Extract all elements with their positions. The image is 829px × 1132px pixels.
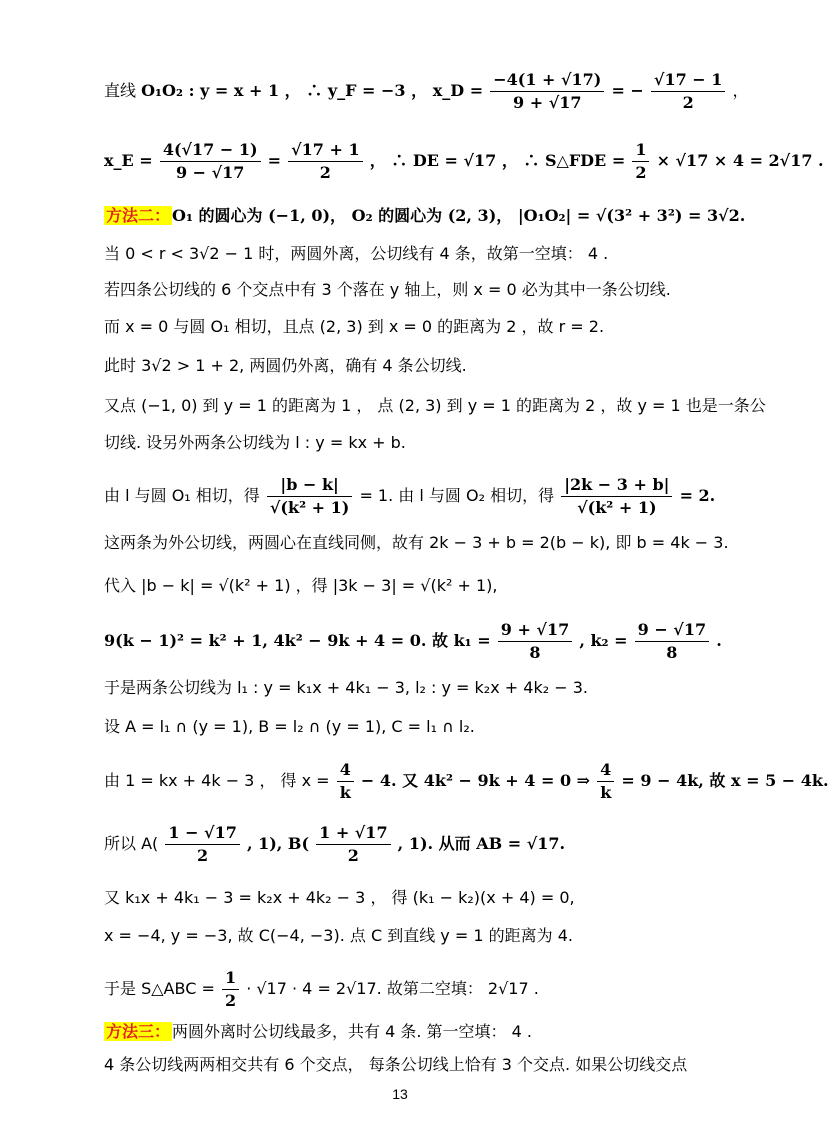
line-18: 又 k₁x + 4k₁ − 3 = k₂x + 4k₂ − 3 ， 得 (k₁ − k₂)(x + 4) = 0, (104, 888, 575, 907)
method-three-label: 方法三： (106, 1022, 171, 1041)
line-1: 直线 O₁O₂ : y = x + 1 ， ∴ y_F = −3 ， x_D = $\frac{-4(1 + √17)}{9 + √17}$ = − $\frac{√17 - 1}{2}$ ， (104, 70, 749, 112)
line-12: 代入 |b − k| = √(k² + 1) ，得 |3k − 3| = √(k² + 1), (104, 576, 498, 595)
line-3: 方法二： O₁ 的圆心为 (−1, 0)， O₂ 的圆心为 (2, 3)， |O₁O₂| = √(3² + 3²) = 3√2. (106, 206, 746, 225)
line-4: 当 0 < r < 3√2 − 1 时，两圆外离，公切线有 4 条，故第一空填： 4 . (104, 244, 609, 263)
line-16: 由 1 = kx + 4k − 3 ， 得 x = $\frac{4}{k}$ − 4. 又 4k² − 9k + 4 = 0 ⇒ $\frac{4}{k}$ = 9 − 4k, 故 x = 5 − 4k. (104, 760, 829, 802)
line-9: 切线. 设另外两条公切线为 l : y = kx + b. (104, 433, 406, 452)
line-19: x = −4, y = −3, 故 C(−4, −3). 点 C 到直线 y = 1 的距离为 4. (104, 926, 573, 945)
line-6: 而 x = 0 与圆 O₁ 相切，且点 (2, 3) 到 x = 0 的距离为 2 ，故 r = 2. (104, 317, 605, 336)
line-22: 4 条公切线两两相交共有 6 个交点， 每条公切线上恰有 3 个交点. 如果公切线交点 (104, 1055, 688, 1074)
line-11: 这两条为外公切线，两圆心在直线同侧，故有 2k − 3 + b = 2(b − k), 即 b = 4k − 3. (104, 533, 729, 552)
line-21: 方法三： 两圆外离时公切线最多，共有 4 条. 第一空填： 4 . (106, 1022, 532, 1041)
line-17: 所以 A( $\frac{1 - √17}{2}$ , 1), B( $\frac{1 + √17}{2}$ , 1). 从而 AB = √17. (104, 823, 566, 865)
line-2: x_E = $\frac{4(√17 - 1)}{9 - √17}$ = $\frac{√17 + 1}{2}$ ， ∴ DE = √17 ， ∴ S△FDE = $\frac{1}{2}$ × √17 × 4 = 2√17 . (104, 140, 824, 182)
line-13: 9(k − 1)² = k² + 1, 4k² − 9k + 4 = 0. 故 k₁ = $\frac{9 + √17}{8}$ , k₂ = $\frac{9 - √17}{8}$ . (104, 620, 722, 662)
line-5: 若四条公切线的 6 个交点中有 3 个落在 y 轴上，则 x = 0 必为其中一条公切线. (104, 280, 671, 299)
page-number: 13 (392, 1086, 408, 1102)
line-10: 由 l 与圆 O₁ 相切，得 $\frac{|b - k|}{\text{√(k² + 1)}}$ = 1. 由 l 与圆 O₂ 相切，得 $\frac{|2k - 3 + b|}{\text{√(k² + 1)}}$ = 2. (104, 475, 716, 517)
line-15: 设 A = l₁ ∩ (y = 1), B = l₂ ∩ (y = 1), C = l₁ ∩ l₂. (104, 717, 475, 736)
line-7: 此时 3√2 > 1 + 2, 两圆仍外离，确有 4 条公切线. (104, 356, 467, 375)
line-20: 于是 S△ABC = $\frac{1}{2}$ · √17 · 4 = 2√17. 故第二空填： 2√17 . (104, 968, 539, 1010)
method-two-label: 方法二： (106, 206, 171, 225)
line-14: 于是两条公切线为 l₁ : y = k₁x + 4k₁ − 3, l₂ : y = k₂x + 4k₂ − 3. (104, 678, 588, 697)
line-8: 又点 (−1, 0) 到 y = 1 的距离为 1 ， 点 (2, 3) 到 y = 1 的距离为 2 ，故 y = 1 也是一条公 (104, 396, 766, 415)
